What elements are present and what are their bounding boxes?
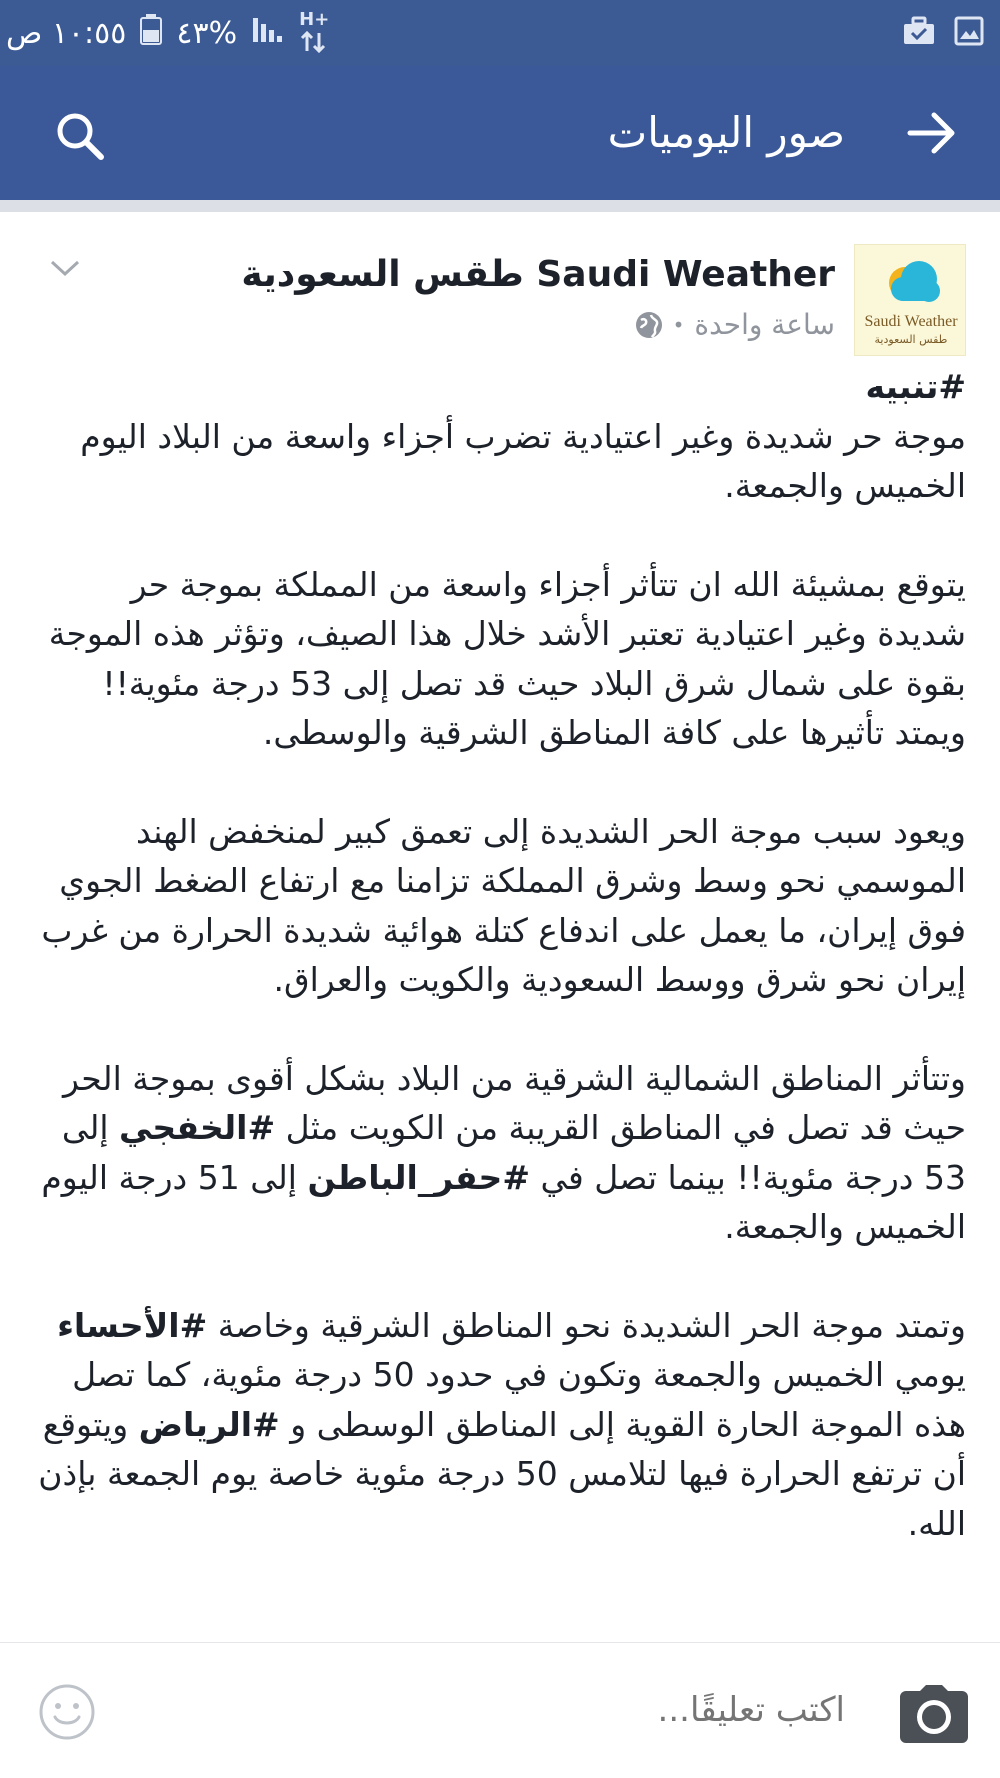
p3-text-a: وتتأثر المناطق الشمالية الشرقية من البلاد بشكل أقوى بموجة الحر حيث قد تصل في المناطق القريبة من الكويت مثل	[63, 1058, 966, 1147]
emoji-button[interactable]	[38, 1683, 96, 1741]
meta-separator: •	[672, 312, 685, 337]
battery-icon	[140, 13, 162, 53]
hashtag-khafji[interactable]: #الخفجي	[119, 1108, 276, 1147]
post-author-name[interactable]: Saudi Weather طقس السعودية	[241, 254, 835, 295]
cloud-logo-icon	[855, 245, 967, 313]
briefcase-check-icon	[902, 16, 936, 50]
avatar[interactable]	[854, 244, 966, 356]
comment-bar	[0, 1642, 1000, 1778]
hashtag-hafr-albatin[interactable]: #حفر_الباطن	[307, 1157, 530, 1197]
p4-text-a: وتمتد موجة الحر الشديدة نحو المناطق الشرقية وخاصة	[207, 1305, 966, 1345]
post-paragraph-2: ويعود سبب موجة الحر الشديدة إلى تعمق كبير لمنخفض الهند الموسمي نحو وسط وشرق المملكة تزامنا مع ارتفاع الضغط الجوي فوق إيران، ما يعمل على اندفاع كتلة هوائية شديدة الحرارة من غرب إيران نحو شرق ووسط السعودية والكويت والعراق.	[41, 811, 966, 999]
top-divider	[0, 200, 1000, 212]
arrow-right-icon	[906, 111, 958, 155]
p4-text-c: ويتوقع أن ترتفع الحرارة فيها لتلامس 50 درجة مئوية خاصة يوم الجمعة بإذن الله.	[38, 1404, 966, 1543]
data-arrows-icon	[299, 9, 330, 53]
chevron-down-icon	[48, 256, 82, 280]
post-meta	[635, 308, 835, 341]
post-paragraph-3	[38, 1054, 966, 1252]
app-bar	[0, 66, 1000, 200]
signal-icon	[251, 14, 285, 52]
network-type: H+	[299, 9, 330, 30]
hashtag-riyadh[interactable]: #الرياض	[138, 1404, 280, 1444]
post-intro: موجة حر شديدة وغير اعتيادية تضرب أجزاء واسعة من البلاد اليوم الخميس والجمعة.	[80, 416, 966, 505]
search-icon	[54, 110, 106, 162]
post-paragraph-1: يتوقع بمشيئة الله ان تتأثر أجزاء واسعة من المملكة بموجة حر شديدة وغير اعتيادية تعتبر الأشد خلال هذا الصيف، وتؤثر هذه الموجة بقوة على شمال شرق البلاد حيث قد تصل إلى 53 درجة مئوية!! ويمتد تأثيرها على كافة المناطق الشرقية والوسطى.	[48, 564, 966, 752]
post-paragraph-4	[38, 1301, 966, 1549]
p3-text-c: إلى 51 درجة اليوم الخميس والجمعة.	[41, 1157, 966, 1246]
globe-icon	[635, 311, 663, 339]
p3-text-b: إلى 53 درجة مئوية!! بينما تصل في	[61, 1108, 966, 1197]
post-menu-button[interactable]	[48, 256, 82, 280]
search-button[interactable]	[52, 108, 108, 164]
clock-time: ١٠:٥٥ ص	[6, 15, 127, 51]
hashtag-heading[interactable]: #تنبيه	[865, 367, 966, 406]
p4-text-b: يومي الخميس والجمعة وتكون في حدود 50 درجة مئوية، كما تصل هذه الموجة الحارة القوية إلى المناطق الوسطى و	[72, 1355, 966, 1444]
avatar-brand: Saudi Weather	[864, 313, 958, 330]
back-button[interactable]	[902, 106, 962, 160]
camera-button[interactable]	[898, 1683, 970, 1745]
status-left	[6, 0, 329, 66]
avatar-brand-ar: طقس السعودية	[874, 333, 948, 346]
post-text	[38, 362, 966, 1597]
post-card	[0, 212, 1000, 1642]
hashtag-alahsa[interactable]: #الأحساء	[57, 1305, 208, 1345]
image-icon	[954, 16, 984, 50]
post-time[interactable]: ساعة واحدة	[694, 308, 835, 341]
status-right	[902, 0, 984, 66]
page-title: صور اليوميات	[607, 108, 845, 157]
smiley-icon	[38, 1683, 96, 1741]
status-bar	[0, 0, 1000, 66]
battery-percent: %٤٣	[176, 15, 238, 51]
comment-input[interactable]	[325, 1643, 845, 1778]
camera-icon	[898, 1683, 970, 1745]
